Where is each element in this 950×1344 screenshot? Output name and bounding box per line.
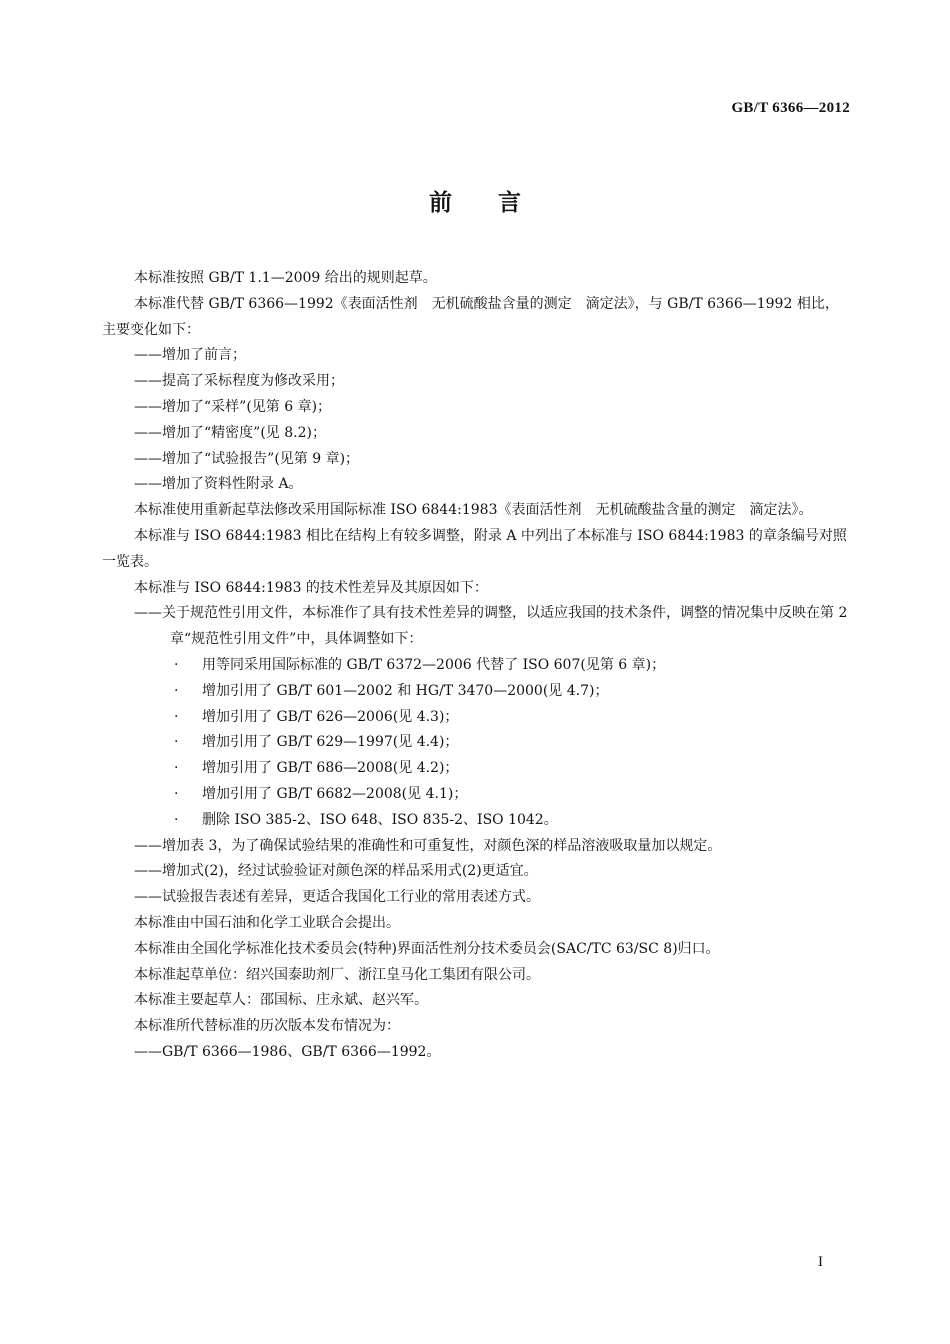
bullet-text: 删除 ISO 385-2、ISO 648、ISO 835-2、ISO 1042。 [202,811,558,828]
bullet-text: 增加引用了 GB/T 6682—2008(见 4.1)； [202,785,468,802]
reference-bullet [102,730,850,756]
difference-item: ——增加式(2)，经过试验验证对颜色深的样品采用式(2)更适宜。 [134,863,538,880]
bullet-icon: · [174,682,179,699]
paragraph: 本标准主要起草人：邵国标、庄永斌、赵兴军。 [134,992,428,1009]
difference-item: ——关于规范性引用文件，本标准作了具有技术性差异的调整，以适应我国的技术条件，调整的情况集中反映在第 2 章“规范性引用文件”中，具体调整如下： [134,605,848,648]
paragraph: 本标准起草单位：绍兴国泰助剂厂、浙江皇马化工集团有限公司。 [134,966,540,983]
bullet-text: 增加引用了 GB/T 626—2006(见 4.3)； [202,708,459,725]
paragraph: 本标准所代替标准的历次版本发布情况为： [134,1018,400,1035]
paragraph: 本标准与 ISO 6844:1983 相比在结构上有较多调整，附录 A 中列出了本标准与 ISO 6844:1983 的章条编号对照一览表。 [102,527,847,570]
page-number: I [818,1254,823,1270]
change-item: ——增加了前言； [134,347,246,364]
paragraph: 本标准与 ISO 6844:1983 的技术性差异及其原因如下： [134,579,488,596]
standard-number: GB/T 6366—2012 [731,100,850,116]
bullet-icon: · [174,811,179,828]
change-item: ——增加了“采样”(见第 6 章)； [134,398,332,415]
bullet-icon: · [174,708,179,725]
bullet-icon: · [174,656,179,673]
bullet-icon: · [174,785,179,802]
paragraph: 本标准代替 GB/T 6366—1992《表面活性剂 无机硫酸盐含量的测定 滴定法》，与 GB/T 6366—1992 相比，主要变化如下： [102,295,839,338]
paragraph: 本标准由中国石油和化学工业联合会提出。 [134,914,400,931]
reference-bullet [102,756,850,782]
reference-bullet [102,808,850,834]
difference-item: ——试验报告表述有差异，更适合我国化工行业的常用表述方式。 [134,889,540,906]
history-item: ——GB/T 6366—1986、GB/T 6366—1992。 [134,1043,441,1060]
paragraph: 本标准由全国化学标准化技术委员会(特种)界面活性剂分技术委员会(SAC/TC 63/SC 8)归口。 [134,940,720,957]
reference-bullet [102,782,850,808]
bullet-text: 用等同采用国际标准的 GB/T 6372—2006 代替了 ISO 607(见第 6 章)； [202,656,666,673]
change-item: ——增加了“试验报告”(见第 9 章)； [134,450,360,467]
bullet-icon: · [174,734,179,751]
change-item: ——增加了资料性附录 A。 [134,476,303,493]
reference-bullet [102,705,850,731]
reference-bullet [102,653,850,679]
paragraph: 本标准使用重新起草法修改采用国际标准 ISO 6844:1983《表面活性剂 无机硫酸盐含量的测定 滴定法》。 [134,502,813,519]
reference-bullet [102,679,850,705]
bullet-text: 增加引用了 GB/T 686—2008(见 4.2)； [202,760,459,777]
bullet-text: 增加引用了 GB/T 601—2002 和 HG/T 3470—2000(见 4.7)； [202,682,609,699]
difference-item: ——增加表 3，为了确保试验结果的准确性和可重复性，对颜色深的样品溶液吸取量加以规定。 [134,837,722,854]
page-title: 前言 [429,190,567,216]
change-item: ——增加了“精密度”(见 8.2)； [134,424,326,441]
change-item: ——提高了采标程度为修改采用； [134,373,344,390]
foreword-body [102,266,850,1066]
bullet-text: 增加引用了 GB/T 629—1997(见 4.4)； [202,734,459,751]
bullet-icon: · [174,760,179,777]
paragraph: 本标准按照 GB/T 1.1—2009 给出的规则起草。 [134,270,437,286]
